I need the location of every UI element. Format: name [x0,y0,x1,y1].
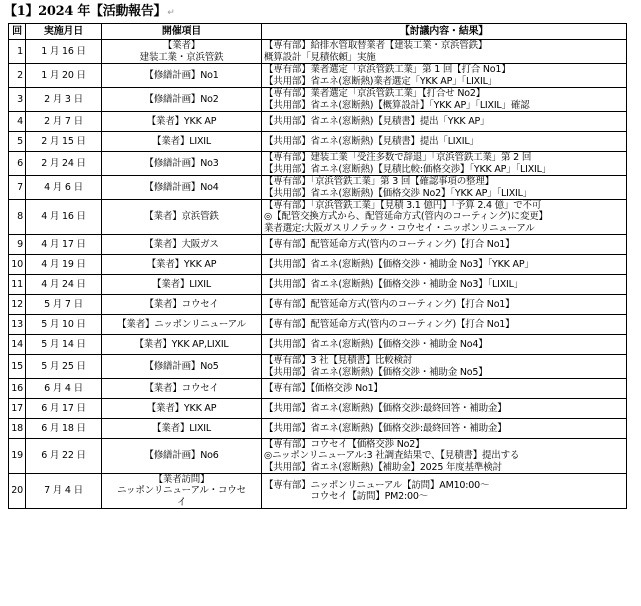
row-content [262,295,627,315]
row-number: 12 [9,295,26,315]
row-date: 5 月 7 日 [26,295,102,315]
table-row [9,419,627,439]
item-line: 【業者】YKK AP [146,402,217,414]
item-line: 【業者訪問】 [153,474,210,486]
table-row [9,152,627,176]
row-item [102,379,262,399]
content-line: 【共用部】省エネ(窓断熱)【価格交渉 No2】「YKK AP」「LIXIL」 [264,187,533,199]
row-item [102,40,262,64]
content-line: ◎ニッポンリニューアル:3 社調査結果で、【見積書】提出する [264,450,520,462]
row-content [262,315,627,335]
row-date: 6 月 17 日 [26,399,102,419]
row-number: 7 [9,176,26,200]
row-number: 14 [9,335,26,355]
row-item [102,355,262,379]
item-line: 【業者】YKK AP [146,115,217,127]
content-line: 【共用部】省エネ(窓断熱)業者選定「YKK AP」「LIXIL」 [264,75,497,87]
table-row [9,315,627,335]
row-number: 5 [9,132,26,152]
row-date: 2 月 15 日 [26,132,102,152]
row-content [262,275,627,295]
row-date: 2 月 24 日 [26,152,102,176]
content-line: 【共用部】省エネ(窓断熱)【見積書】提出「LIXIL」 [264,135,479,147]
row-date: 4 月 17 日 [26,235,102,255]
row-date: 6 月 4 日 [26,379,102,399]
content-line: 【専有部】3 社【見積書】比較検討 [264,355,413,367]
content-line: 【共用部】省エネ(窓断熱)【見積書】提出「YKK AP」 [264,115,490,127]
table-row [9,379,627,399]
content-line: 【共用部】省エネ(窓断熱)【概算設計】「YKK AP」「LIXIL」確認 [264,99,530,111]
table-row [9,235,627,255]
row-date: 5 月 25 日 [26,355,102,379]
row-content [262,255,627,275]
content-line: 【専有部】【価格交渉 No1】 [264,382,383,394]
row-number: 17 [9,399,26,419]
content-line: ◎【配管交換方式から、配管延命方式(管内のコーティング)に変更】 [264,211,548,223]
row-number: 19 [9,439,26,474]
header-no: 回 [9,24,26,40]
row-number: 10 [9,255,26,275]
item-line: 【修繕計画】No4 [144,181,219,193]
item-line: 【業者】コウセイ [144,298,219,310]
table-row [9,88,627,112]
table-row [9,295,627,315]
item-line: 【業者】 [162,40,201,52]
row-content [262,64,627,88]
table-row [9,64,627,88]
row-number: 11 [9,275,26,295]
row-item [102,88,262,112]
row-content [262,40,627,64]
page-title-text: 【1】2024 年【活動報告】 [4,4,167,19]
table-row [9,355,627,379]
item-line: 【業者】コウセイ [144,382,219,394]
row-item [102,255,262,275]
item-line: 【業者】京浜管鉄 [144,211,219,223]
content-line: 【専有部】配管延命方式(管内のコーティング)【打合 No1】 [264,318,515,330]
content-line: 【専有部】配管延命方式(管内のコーティング)【打合 No1】 [264,238,515,250]
table-row [9,474,627,509]
row-content [262,88,627,112]
content-line: 【専有部】「京浜管鉄工業」第 3 回【確認事項の整理】 [264,176,494,188]
table-row [9,255,627,275]
row-content [262,132,627,152]
row-number: 15 [9,355,26,379]
item-line: 【業者】YKK AP [146,258,217,270]
activity-report-table [8,23,627,509]
content-line: 【専有部】「京浜管鉄工業」【見積 3.1 億円】「予算 2.4 億」で不可 [264,200,542,212]
row-item [102,200,262,235]
table-row [9,335,627,355]
table-body [9,40,627,509]
row-content [262,379,627,399]
content-line: 【共用部】省エネ(窓断熱)【補助金】2025 年度基準検討 [264,461,502,473]
table-row [9,132,627,152]
item-line: 【修繕計画】No6 [144,450,219,462]
row-item [102,439,262,474]
content-line: 【専有部】配管延命方式(管内のコーティング)【打合 No1】 [264,298,515,310]
item-line: 建装工業・京浜管鉄 [139,51,224,63]
item-line: 【業者】LIXIL [152,135,211,147]
row-number: 16 [9,379,26,399]
row-item [102,152,262,176]
content-line: 【共用部】省エネ(窓断熱)【価格交渉:最終回答・補助金】 [264,422,507,434]
row-item [102,235,262,255]
content-line: 【専有部】コウセイ【価格交渉 No2】 [264,439,425,451]
content-line: 【専有部】建装工業「受注多数で辞退」「京浜管鉄工業」第 2 回 [264,152,532,164]
row-item [102,474,262,509]
row-number: 6 [9,152,26,176]
row-number: 8 [9,200,26,235]
row-number: 18 [9,419,26,439]
row-content [262,439,627,474]
row-number: 4 [9,112,26,132]
table-row [9,176,627,200]
row-number: 2 [9,64,26,88]
content-line: 【専有部】給排水管取替業者【建装工業・京浜管鉄】 [264,40,488,52]
content-line: 【専有部】業者選定「京浜管鉄工業」【打合せ No2】 [264,88,486,100]
row-content [262,200,627,235]
row-item [102,176,262,200]
content-line: 【共用部】省エネ(窓断熱)【価格交渉・補助金 No3】「LIXIL」 [264,278,524,290]
row-item [102,399,262,419]
row-date: 4 月 16 日 [26,200,102,235]
table-header-row [9,24,627,40]
row-item [102,295,262,315]
item-line: 【業者】YKK AP,LIXIL [134,338,229,350]
row-content [262,335,627,355]
content-line: 【共用部】省エネ(窓断熱)【価格交渉:最終回答・補助金】 [264,402,507,414]
table-row [9,439,627,474]
content-line: 【共用部】省エネ(窓断熱)【価格交渉・補助金 No4】 [264,338,488,350]
row-number: 20 [9,474,26,509]
row-item [102,315,262,335]
content-line: 【共用部】省エネ(窓断熱)【価格交渉・補助金 No5】 [264,366,488,378]
table-row [9,112,627,132]
header-date: 実施月日 [26,24,102,40]
header-content: 【討議内容・結果】 [262,24,627,40]
item-line: 【修繕計画】No5 [144,360,219,372]
table-row [9,275,627,295]
row-content [262,474,627,509]
row-content [262,176,627,200]
row-date: 7 月 4 日 [26,474,102,509]
row-date: 4 月 6 日 [26,176,102,200]
row-content [262,399,627,419]
row-item [102,112,262,132]
item-line: 【修繕計画】No2 [144,93,219,105]
content-line: 概算設計「見積依頼」実施 [264,51,376,63]
row-content [262,355,627,379]
table-row [9,40,627,64]
item-line: ニッポンリニューアル・コウセ [117,485,246,497]
row-date: 2 月 7 日 [26,112,102,132]
row-date: 5 月 10 日 [26,315,102,335]
content-line: 【専有部】ニッポンリニューアル【訪問】AM10:00～ [264,479,490,491]
row-content [262,152,627,176]
row-date: 2 月 3 日 [26,88,102,112]
row-date: 1 月 16 日 [26,40,102,64]
table-row [9,399,627,419]
row-content [262,235,627,255]
item-line: 【業者】大阪ガス [144,238,219,250]
page-title [4,3,175,20]
item-line: 【修繕計画】No3 [144,157,219,169]
table-row [9,200,627,235]
item-line: 【業者】ニッポンリニューアル [117,318,246,330]
row-number: 13 [9,315,26,335]
header-item: 開催項目 [102,24,262,40]
content-line: 【共用部】省エネ(窓断熱)【価格交渉・補助金 No3】「YKK AP」 [264,258,534,270]
row-number: 9 [9,235,26,255]
item-line: 【修繕計画】No1 [144,69,219,81]
content-line: 【共用部】省エネ(窓断熱)【見積比較:価格交渉】「YKK AP」「LIXIL」 [264,163,552,175]
row-item [102,132,262,152]
row-item [102,335,262,355]
item-line: 【業者】LIXIL [152,278,211,290]
row-number: 1 [9,40,26,64]
row-date: 5 月 14 日 [26,335,102,355]
row-date: 4 月 24 日 [26,275,102,295]
content-line: 【専有部】業者選定「京浜管鉄工業」第 1 回【打合 No1】 [264,64,511,76]
row-item [102,64,262,88]
row-date: 6 月 18 日 [26,419,102,439]
row-number: 3 [9,88,26,112]
row-item [102,419,262,439]
row-date: 1 月 20 日 [26,64,102,88]
row-content [262,112,627,132]
item-line: 【業者】LIXIL [152,422,211,434]
row-date: 6 月 22 日 [26,439,102,474]
row-item [102,275,262,295]
row-date: 4 月 19 日 [26,255,102,275]
content-line: コウセイ【訪問】PM2:00～ [264,491,428,502]
row-content [262,419,627,439]
content-line: 業者選定:大阪ガスリノテック・コウセイ・ニッポンリニューアル [264,222,535,234]
return-mark-icon: ↵ [167,8,175,18]
item-line: イ [176,496,187,508]
